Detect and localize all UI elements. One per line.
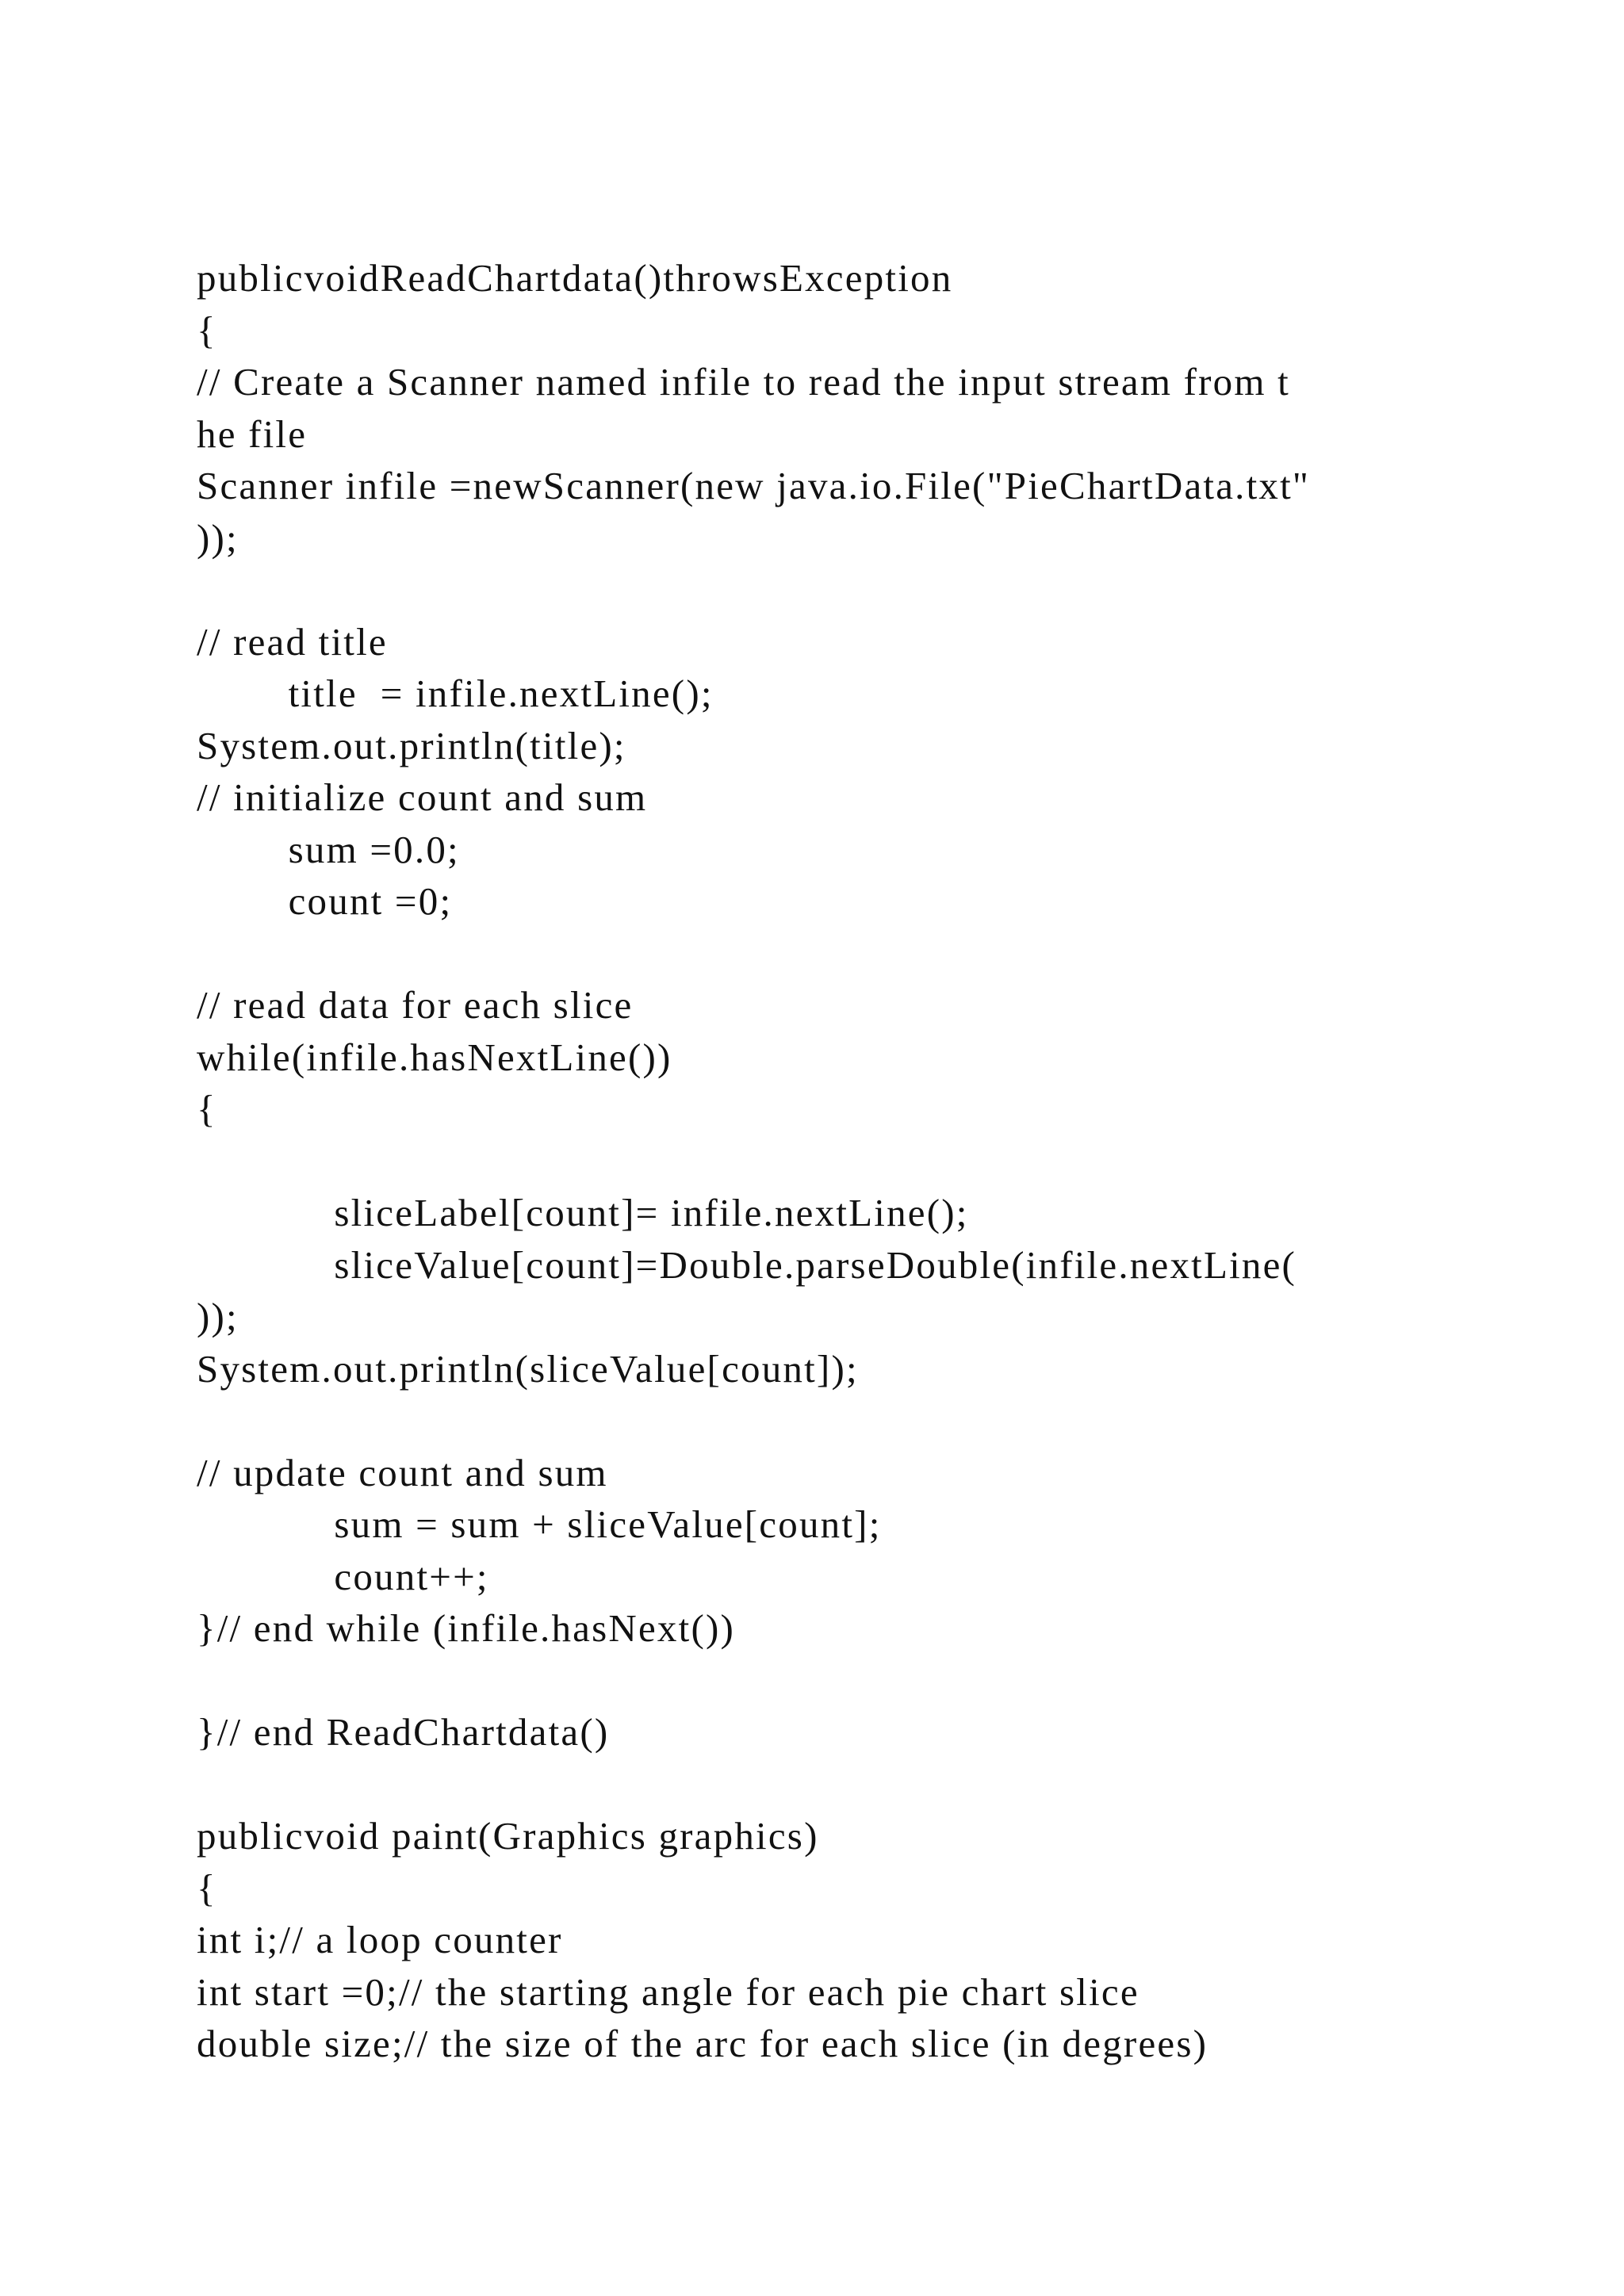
code-line: )); bbox=[197, 1295, 239, 1338]
code-line: title = infile.nextLine(); bbox=[197, 672, 714, 715]
code-line: // Create a Scanner named infile to read the input stream from t bbox=[197, 360, 1290, 404]
code-line: publicvoid paint(Graphics graphics) bbox=[197, 1814, 819, 1858]
code-line: // initialize count and sum bbox=[197, 775, 648, 819]
code-line: { bbox=[197, 1866, 217, 1910]
code-line: // update count and sum bbox=[197, 1450, 608, 1494]
code-line: int start =0;// the starting angle for each pie chart slice bbox=[197, 1969, 1139, 2014]
code-line: he file bbox=[197, 411, 308, 456]
code-line: // read data for each slice bbox=[197, 983, 634, 1027]
code-line: System.out.println(sliceValue[count]); bbox=[197, 1346, 859, 1391]
code-line: sum =0.0; bbox=[197, 827, 460, 871]
code-line: )); bbox=[197, 515, 239, 560]
code-line: Scanner infile =newScanner(new java.io.File("PieChartData.txt" bbox=[197, 464, 1311, 507]
code-line: sliceValue[count]=Double.parseDouble(infile.nextLine( bbox=[197, 1242, 1297, 1287]
code-line: sum = sum + sliceValue[count]; bbox=[197, 1502, 882, 1546]
code-line: { bbox=[197, 1087, 217, 1131]
code-line: System.out.println(title); bbox=[197, 723, 626, 767]
code-line: }// end while (infile.hasNext()) bbox=[197, 1606, 735, 1650]
code-line: }// end ReadChartdata() bbox=[197, 1710, 610, 1754]
blank-line bbox=[197, 1135, 1505, 1188]
code-line: count =0; bbox=[197, 879, 453, 923]
code-line: publicvoidReadChartdata()throwsException bbox=[197, 256, 953, 300]
code-line: { bbox=[197, 308, 217, 352]
code-line: count++; bbox=[197, 1554, 489, 1598]
blank-line bbox=[197, 928, 1505, 980]
code-listing bbox=[197, 252, 1505, 2070]
code-line: int i;// a loop counter bbox=[197, 1918, 563, 1961]
code-line: double size;// the size of the arc for each slice (in degrees) bbox=[197, 2022, 1208, 2065]
blank-line bbox=[197, 1395, 1505, 1447]
code-line: while(infile.hasNextLine()) bbox=[197, 1035, 672, 1079]
code-line: // read title bbox=[197, 619, 388, 664]
code-line: sliceLabel[count]= infile.nextLine(); bbox=[197, 1191, 969, 1234]
blank-line bbox=[197, 1758, 1505, 1811]
blank-line bbox=[197, 564, 1505, 616]
blank-line bbox=[197, 1655, 1505, 1707]
